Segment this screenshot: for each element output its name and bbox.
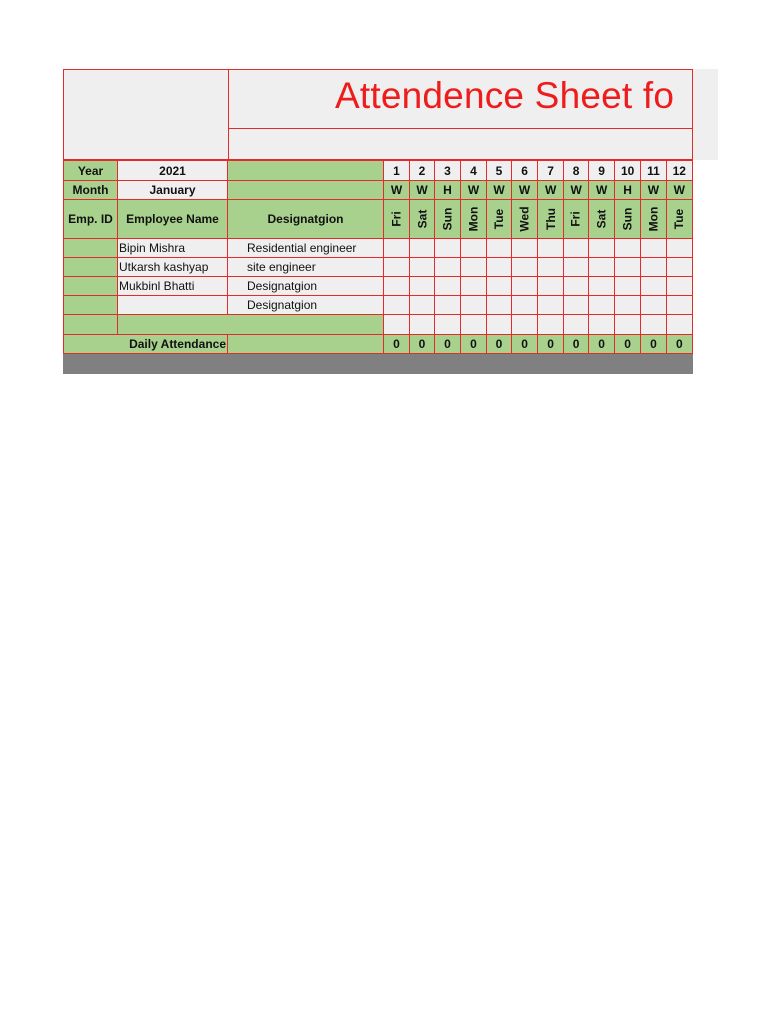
day-weekday-8[interactable]	[564, 200, 589, 239]
day-number-11[interactable]: 11	[641, 161, 667, 181]
daily-total-6[interactable]: 0	[512, 335, 538, 354]
attendance-cell[interactable]	[384, 239, 410, 258]
attendance-cell[interactable]	[666, 296, 692, 315]
attendance-cell[interactable]	[384, 258, 410, 277]
day-weekday-2[interactable]	[410, 200, 435, 239]
emp-id-cell[interactable]	[64, 296, 118, 315]
attendance-cell[interactable]	[435, 315, 461, 335]
attendance-cell[interactable]	[615, 315, 641, 335]
employee-row	[64, 296, 693, 315]
attendance-cell[interactable]	[564, 258, 589, 277]
year-filler-cell[interactable]	[228, 161, 384, 181]
month-row	[64, 181, 693, 200]
day-type-12[interactable]: W	[666, 181, 692, 200]
day-number-12[interactable]: 12	[666, 161, 692, 181]
day-number-1[interactable]: 1	[384, 161, 410, 181]
attendance-cell[interactable]	[666, 277, 692, 296]
attendance-cell[interactable]	[384, 296, 410, 315]
day-number-6[interactable]: 6	[512, 161, 538, 181]
daily-total-8[interactable]: 0	[564, 335, 589, 354]
day-type-4[interactable]: W	[461, 181, 487, 200]
emp-id-cell[interactable]	[64, 239, 118, 258]
attendance-cell[interactable]	[666, 258, 692, 277]
attendance-cell[interactable]	[512, 258, 538, 277]
attendance-cell[interactable]	[487, 277, 512, 296]
day-weekday-label: Sat	[594, 209, 609, 229]
day-type-2[interactable]: W	[410, 181, 435, 200]
day-weekday-label: Sun	[440, 207, 455, 231]
day-weekday-label: Tue	[491, 208, 506, 230]
day-weekday-3[interactable]	[435, 200, 461, 239]
day-type-9[interactable]: W	[589, 181, 615, 200]
day-type-6[interactable]: W	[512, 181, 538, 200]
employee-row	[64, 277, 693, 296]
emp-name-header: Employee Name	[118, 200, 228, 239]
sheet-footer-bar	[63, 354, 693, 374]
day-weekday-label: Fri	[389, 211, 404, 227]
day-number-8[interactable]: 8	[564, 161, 589, 181]
daily-total-3[interactable]: 0	[435, 335, 461, 354]
daily-total-2[interactable]: 0	[410, 335, 435, 354]
day-weekday-5[interactable]	[487, 200, 512, 239]
attendance-cell[interactable]	[666, 239, 692, 258]
emp-id-cell[interactable]	[64, 277, 118, 296]
attendance-cell[interactable]	[589, 296, 615, 315]
day-weekday-label: Sat	[415, 209, 429, 229]
attendance-cell[interactable]	[410, 296, 435, 315]
attendance-cell[interactable]	[538, 239, 564, 258]
attendance-cell[interactable]	[461, 239, 487, 258]
day-weekday-label: Mon	[646, 206, 661, 232]
day-weekday-12[interactable]	[666, 200, 692, 239]
sheet-title-cell[interactable]	[227, 71, 691, 125]
designation-cell[interactable]: Designatgion	[228, 296, 384, 315]
designation-cell[interactable]: site engineer	[228, 258, 384, 277]
emp-name-cell[interactable]: Bipin Mishra	[118, 239, 228, 258]
day-number-2[interactable]: 2	[410, 161, 435, 181]
day-type-5[interactable]: W	[487, 181, 512, 200]
year-value-cell[interactable]: 2021	[118, 161, 228, 181]
attendance-cell[interactable]	[461, 258, 487, 277]
day-weekday-1[interactable]	[384, 200, 410, 239]
attendance-cell[interactable]	[615, 296, 641, 315]
day-type-7[interactable]: W	[538, 181, 564, 200]
day-number-5[interactable]: 5	[487, 161, 512, 181]
employee-row	[64, 239, 693, 258]
day-type-8[interactable]: W	[564, 181, 589, 200]
attendance-cell[interactable]	[589, 258, 615, 277]
designation-cell[interactable]: Residential engineer	[228, 239, 384, 258]
attendance-cell[interactable]	[410, 315, 435, 335]
attendance-cell[interactable]	[641, 296, 667, 315]
attendance-cell[interactable]	[435, 277, 461, 296]
attendance-cell[interactable]	[615, 277, 641, 296]
day-weekday-label: Wed	[517, 206, 532, 232]
daily-total-9[interactable]: 0	[589, 335, 615, 354]
attendance-cell[interactable]	[410, 239, 435, 258]
emp-id-header: Emp. ID	[64, 200, 118, 239]
day-number-3[interactable]: 3	[435, 161, 461, 181]
daily-attendance-label: Daily Attendance	[64, 335, 228, 354]
month-label: Month	[64, 181, 118, 200]
attendance-cell[interactable]	[487, 315, 512, 335]
day-weekday-7[interactable]	[538, 200, 564, 239]
attendance-cell[interactable]	[512, 296, 538, 315]
blank-merged-cell[interactable]	[118, 315, 384, 335]
attendance-cell[interactable]	[589, 315, 615, 335]
attendance-cell[interactable]	[538, 258, 564, 277]
day-type-11[interactable]: W	[641, 181, 667, 200]
day-weekday-9[interactable]	[589, 200, 615, 239]
month-filler-cell[interactable]	[228, 181, 384, 200]
attendance-cell[interactable]	[384, 315, 410, 335]
attendance-grid	[63, 160, 693, 354]
daily-total-1[interactable]: 0	[384, 335, 410, 354]
daily-total-7[interactable]: 0	[538, 335, 564, 354]
title-divider	[228, 128, 692, 129]
day-weekday-label: Fri	[569, 211, 584, 227]
header-row	[64, 200, 693, 239]
attendance-cell[interactable]	[564, 277, 589, 296]
day-weekday-10[interactable]	[615, 200, 641, 239]
blank-row	[64, 315, 693, 335]
attendance-cell[interactable]	[512, 277, 538, 296]
attendance-cell[interactable]	[589, 239, 615, 258]
day-number-9[interactable]: 9	[589, 161, 615, 181]
attendance-cell[interactable]	[538, 296, 564, 315]
attendance-cell[interactable]	[564, 315, 589, 335]
day-number-4[interactable]: 4	[461, 161, 487, 181]
day-weekday-6[interactable]	[512, 200, 538, 239]
attendance-cell[interactable]	[538, 315, 564, 335]
attendance-cell[interactable]	[461, 296, 487, 315]
sheet-title: Attendence Sheet fo	[335, 75, 675, 116]
day-weekday-label: Sun	[620, 207, 635, 231]
daily-total-4[interactable]: 0	[461, 335, 487, 354]
attendance-cell[interactable]	[641, 258, 667, 277]
attendance-cell[interactable]	[589, 277, 615, 296]
designation-header: Designatgion	[228, 200, 384, 239]
day-number-10[interactable]: 10	[615, 161, 641, 181]
attendance-cell[interactable]	[487, 258, 512, 277]
day-weekday-11[interactable]	[641, 200, 667, 239]
attendance-cell[interactable]	[641, 239, 667, 258]
daily-total-5[interactable]: 0	[487, 335, 512, 354]
attendance-cell[interactable]	[410, 258, 435, 277]
attendance-cell[interactable]	[512, 239, 538, 258]
day-number-7[interactable]: 7	[538, 161, 564, 181]
year-row	[64, 161, 693, 181]
month-value-cell[interactable]: January	[118, 181, 228, 200]
day-weekday-label: Mon	[466, 206, 481, 232]
attendance-cell[interactable]	[487, 239, 512, 258]
day-type-10[interactable]: H	[615, 181, 641, 200]
attendance-cell[interactable]	[564, 296, 589, 315]
attendance-cell[interactable]	[512, 315, 538, 335]
employee-row	[64, 258, 693, 277]
daily-attendance-row	[64, 335, 693, 354]
attendance-cell[interactable]	[461, 315, 487, 335]
attendance-cell[interactable]	[615, 239, 641, 258]
attendance-cell[interactable]	[384, 277, 410, 296]
emp-name-cell[interactable]	[118, 296, 228, 315]
daily-attendance-filler[interactable]	[228, 335, 384, 354]
emp-name-cell[interactable]: Mukbinl Bhatti	[118, 277, 228, 296]
day-weekday-label: Tue	[672, 208, 687, 230]
daily-total-12[interactable]: 0	[666, 335, 692, 354]
attendance-cell[interactable]	[641, 277, 667, 296]
attendance-cell[interactable]	[564, 239, 589, 258]
attendance-cell[interactable]	[435, 296, 461, 315]
attendance-cell[interactable]	[641, 315, 667, 335]
designation-cell[interactable]: Designatgion	[228, 277, 384, 296]
daily-total-10[interactable]: 0	[615, 335, 641, 354]
day-type-3[interactable]: H	[435, 181, 461, 200]
attendance-cell[interactable]	[487, 296, 512, 315]
attendance-cell[interactable]	[538, 277, 564, 296]
attendance-cell[interactable]	[435, 239, 461, 258]
attendance-cell[interactable]	[461, 277, 487, 296]
blank-id-cell[interactable]	[64, 315, 118, 335]
attendance-cell[interactable]	[615, 258, 641, 277]
attendance-cell[interactable]	[666, 315, 692, 335]
attendance-cell[interactable]	[435, 258, 461, 277]
emp-id-cell[interactable]	[64, 258, 118, 277]
emp-name-cell[interactable]: Utkarsh kashyap	[118, 258, 228, 277]
year-label: Year	[64, 161, 118, 181]
day-type-1[interactable]: W	[384, 181, 410, 200]
day-weekday-4[interactable]	[461, 200, 487, 239]
logo-cell[interactable]	[64, 70, 229, 159]
daily-total-11[interactable]: 0	[641, 335, 667, 354]
day-weekday-label: Thu	[543, 208, 558, 230]
attendance-cell[interactable]	[410, 277, 435, 296]
